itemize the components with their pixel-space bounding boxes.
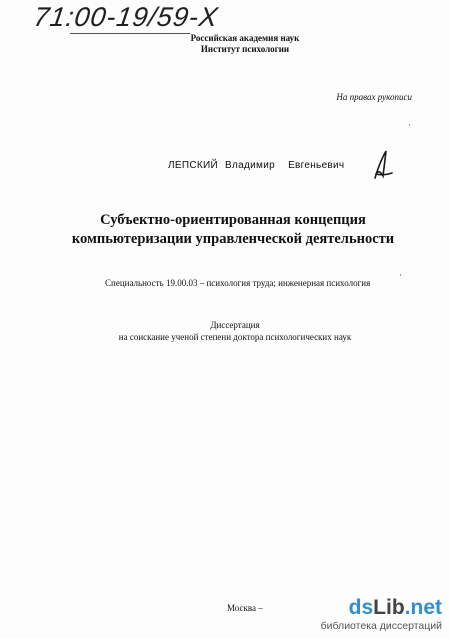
scan-speck: · [399, 270, 402, 280]
institute-name: Институт психологии [200, 44, 290, 54]
manuscript-note: На правах рукописи [336, 92, 412, 102]
archive-number: 71:00-19/59-X [31, 2, 221, 32]
watermark-subtitle: библиотека диссертаций [320, 620, 442, 632]
author-name [168, 160, 344, 171]
signature-icon [372, 148, 394, 182]
watermark-logo: dsLib.net [348, 596, 442, 619]
scan-speck: · [408, 120, 411, 130]
author-patronymic: Евгеньевич [288, 160, 345, 171]
academy-name: Российская академия наук [190, 33, 300, 43]
dissertation-title-line-1: Субъектно-ориентированная концепция [100, 212, 366, 228]
dissertation-title-line-2: компьютеризации управленческой деятельности [71, 231, 395, 247]
specialty-line: Специальность 19.00.03 – психология труда; инженерная психология [105, 278, 371, 288]
author-first-name: Владимир [225, 160, 275, 171]
city-year: Москва – [227, 603, 263, 613]
dslib-watermark [320, 596, 448, 636]
author-last-name: ЛЕПСКИЙ [168, 160, 218, 171]
degree-line: на соискание ученой степени доктора психологических наук [118, 332, 352, 342]
dissertation-label: Диссертация [210, 320, 260, 330]
